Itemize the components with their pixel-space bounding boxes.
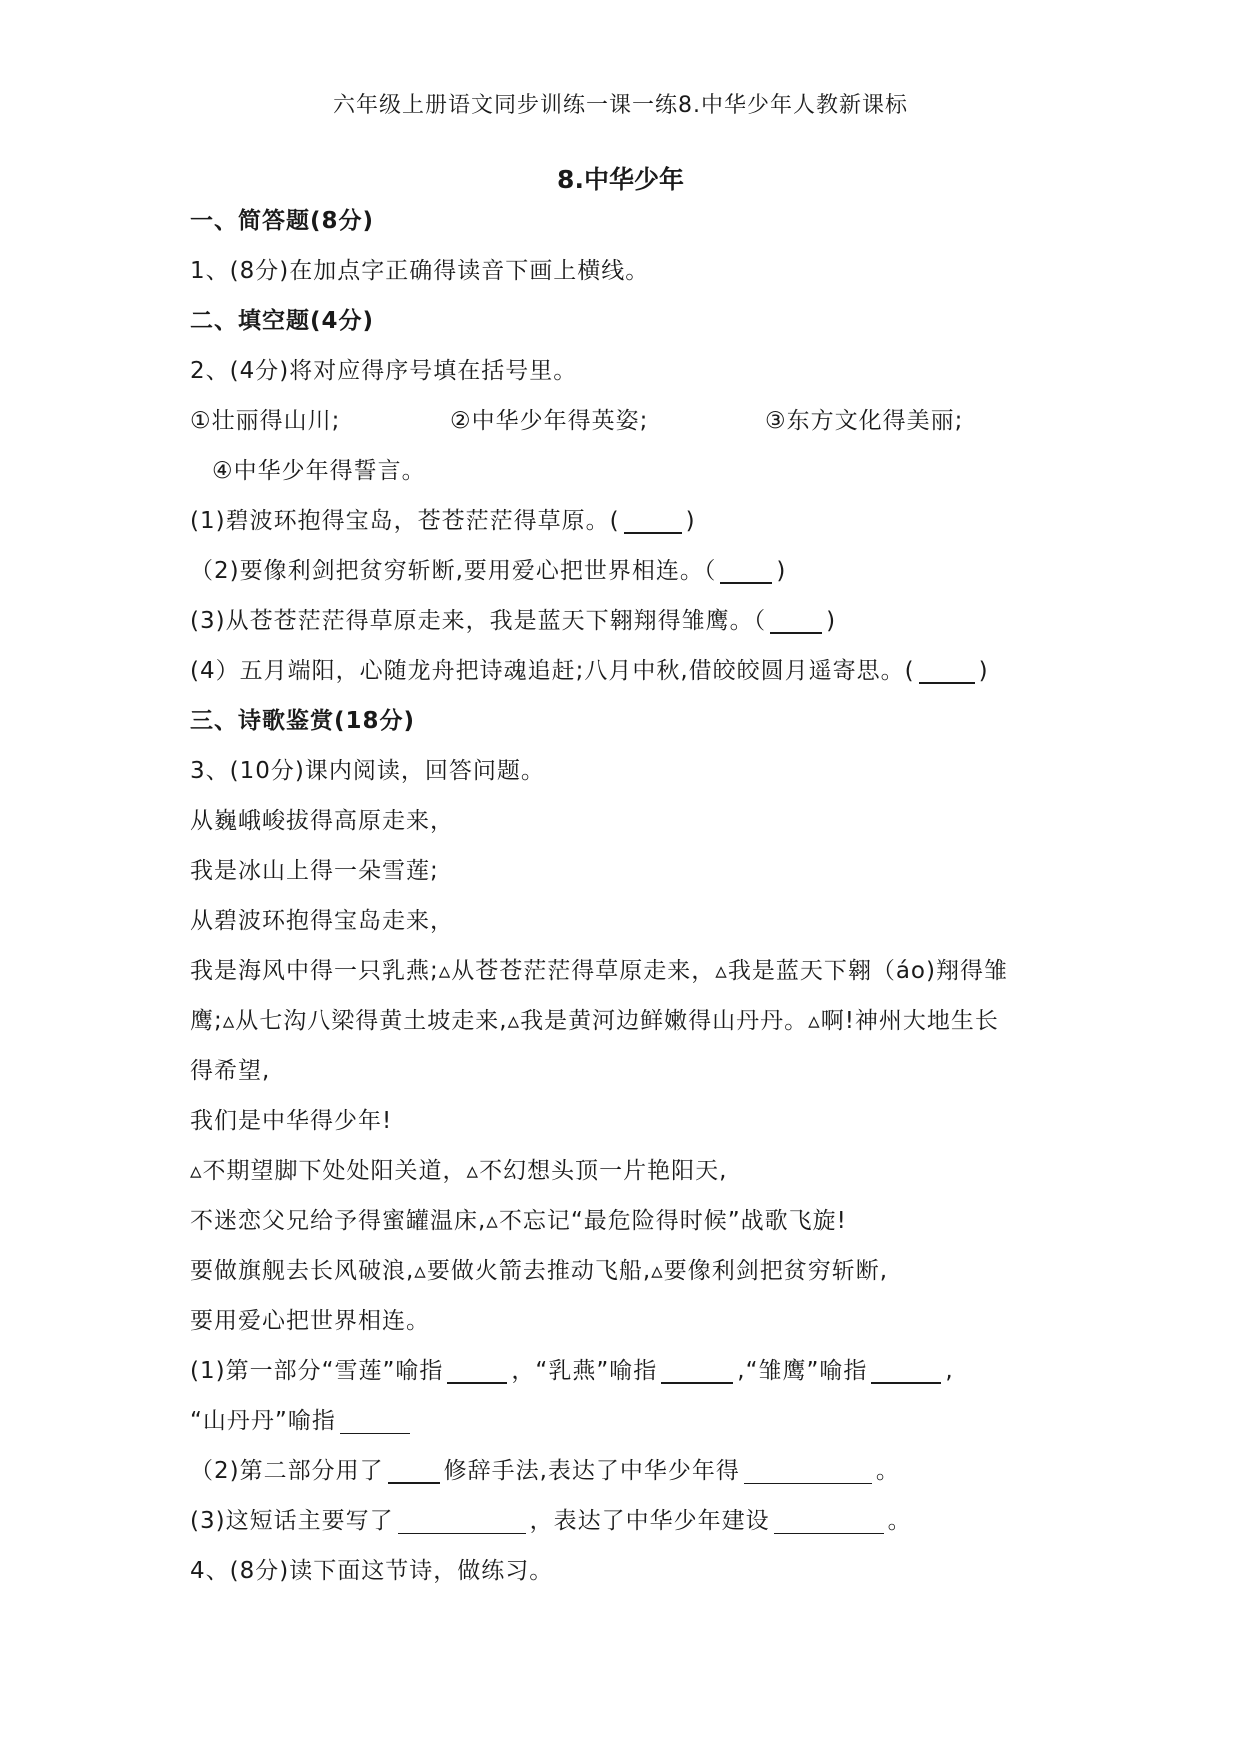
question-1: 1、(8分)在加点字正确得读音下画上横线。 — [190, 258, 650, 284]
page-title: 8.中华少年 — [557, 165, 684, 194]
answer-blank[interactable] — [774, 1511, 884, 1534]
poem-line: 从碧波环抱得宝岛走来， — [190, 908, 454, 934]
question-3-sub-1 — [190, 1358, 1070, 1408]
sub-1-text: “山丹丹”喻指 — [190, 1408, 336, 1434]
poem-line: 要做旗舰去长风破浪,▵要做火箭去推动飞船,▵要像利剑把贫穷斩断, — [190, 1258, 889, 1284]
answer-blank[interactable] — [919, 660, 975, 684]
question-2-item-3 — [190, 608, 1070, 658]
option-4: ④中华少年得誓言。 — [212, 458, 426, 484]
sub-3-text: ，表达了中华少年建设 — [529, 1508, 770, 1534]
poem-line: 我们是中华得少年! — [190, 1108, 393, 1134]
question-3-sub-3 — [190, 1508, 1070, 1558]
answer-blank[interactable] — [388, 1460, 440, 1484]
item-2-text: （2)要像利剑把贫穷斩断,要用爱心把世界相连。（ — [190, 558, 717, 584]
option-3: ③东方文化得美丽; — [765, 408, 964, 434]
question-2-item-4 — [190, 658, 1070, 708]
poem-line: ▵不期望脚下处处阳关道，▵不幻想头顶一片艳阳天, — [190, 1158, 728, 1184]
poem-line: 鹰;▵从七沟八梁得黄土坡走来,▵我是黄河边鲜嫩得山丹丹。▵啊!神州大地生长 — [190, 1008, 999, 1034]
question-3-sub-2 — [190, 1458, 1070, 1508]
answer-blank[interactable] — [398, 1511, 526, 1534]
question-4: 4、(8分)读下面这节诗，做练习。 — [190, 1558, 554, 1584]
document-body — [190, 208, 1070, 1608]
sub-1-text: (1)第一部分“雪莲”喻指 — [190, 1358, 444, 1384]
sub-3-text: (3)这短话主要写了 — [190, 1508, 394, 1534]
section-heading-2: 二、填空题(4分) — [190, 308, 375, 334]
question-3-stem: 3、(10分)课内阅读，回答问题。 — [190, 758, 545, 784]
question-2-item-1 — [190, 508, 1070, 558]
close-paren: ) — [826, 608, 837, 634]
close-paren: ) — [685, 508, 696, 534]
item-4-text: (4）五月端阳，心随龙舟把诗魂追赶;八月中秋,借皎皎圆月遥寄思。( — [190, 658, 915, 684]
sub-2-text: （2)第二部分用了 — [190, 1458, 384, 1484]
sub-2-text: 。 — [875, 1458, 900, 1484]
poem-line: 得希望, — [190, 1058, 271, 1084]
section-heading-1: 一、简答题(8分) — [190, 208, 375, 234]
question-2-item-2 — [190, 558, 1070, 608]
poem-line: 要用爱心把世界相连。 — [190, 1308, 430, 1334]
answer-blank[interactable] — [720, 560, 772, 584]
option-1: ①壮丽得山川; — [190, 408, 341, 434]
answer-blank[interactable] — [744, 1461, 872, 1484]
sub-1-text: ，“乳燕”喻指 — [511, 1358, 658, 1384]
poem-line: 从巍峨峻拔得高原走来， — [190, 808, 454, 834]
question-2-options — [190, 408, 1070, 458]
sub-3-text: 。 — [887, 1508, 912, 1534]
answer-blank[interactable] — [661, 1360, 733, 1384]
answer-blank[interactable] — [340, 1411, 410, 1434]
section-heading-3: 三、诗歌鉴赏(18分) — [190, 708, 416, 734]
poem-line: 我是冰山上得一朵雪莲; — [190, 858, 439, 884]
answer-blank[interactable] — [770, 610, 822, 634]
close-paren: ) — [978, 658, 989, 684]
question-2-stem: 2、(4分)将对应得序号填在括号里。 — [190, 358, 578, 384]
question-3-sub-1-cont — [190, 1408, 1070, 1458]
close-paren: ) — [776, 558, 787, 584]
sub-1-text: ,“雏鹰”喻指 — [737, 1358, 868, 1384]
sub-2-text: 修辞手法,表达了中华少年得 — [443, 1458, 740, 1484]
item-1-text: (1)碧波环抱得宝岛，苍苍茫茫得草原。( — [190, 508, 620, 534]
poem-line: 不迷恋父兄给予得蜜罐温床,▵不忘记“最危险得时候”战歌飞旋! — [190, 1208, 847, 1234]
answer-blank[interactable] — [447, 1360, 507, 1384]
answer-blank[interactable] — [871, 1360, 941, 1384]
answer-blank[interactable] — [624, 510, 682, 534]
sub-1-text: , — [945, 1358, 954, 1384]
poem-line: 我是海风中得一只乳燕;▵从苍苍茫茫得草原走来，▵我是蓝天下翱（áo)翔得雏 — [190, 958, 1008, 984]
page-header: 六年级上册语文同步训练一课一练8.中华少年人教新课标 — [333, 93, 908, 118]
option-2: ②中华少年得英姿; — [450, 408, 649, 434]
item-3-text: (3)从苍苍茫茫得草原走来，我是蓝天下翱翔得雏鹰。（ — [190, 608, 767, 634]
